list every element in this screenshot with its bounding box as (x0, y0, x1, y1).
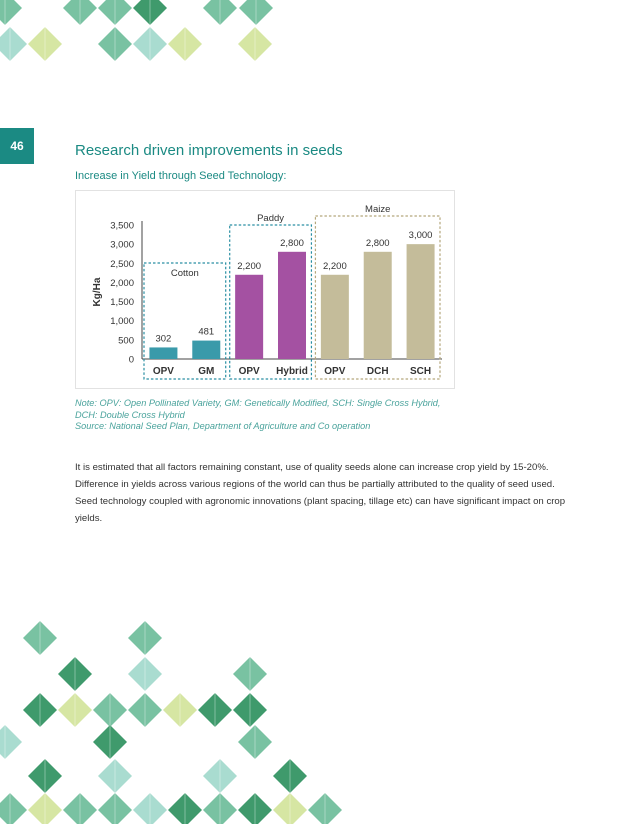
decorative-diamond (0, 725, 22, 759)
body-paragraph-1: It is estimated that all factors remaining constant, use of quality seeds alone can increase crop yield by 15-20%. (75, 462, 549, 473)
y-tick-label: 500 (118, 335, 134, 347)
group-box-cotton (144, 263, 226, 379)
y-tick-label: 2,000 (110, 277, 134, 289)
y-tick-label: 3,000 (110, 239, 134, 251)
y-tick-label: 1,000 (110, 316, 134, 328)
bar-maize-opv (321, 275, 349, 359)
bar-cotton-opv (149, 347, 177, 359)
bar-value-label: 2,800 (365, 237, 390, 249)
y-axis-label: Kg/Ha (92, 277, 103, 307)
decorative-diamond (0, 27, 27, 61)
category-label: OPV (238, 366, 260, 377)
y-tick-label: 3,500 (110, 220, 134, 232)
bar-value-label: 2,800 (280, 237, 304, 249)
page-number: 46 (0, 128, 34, 164)
group-label-maize: Maize (365, 204, 391, 215)
bar-maize-dch (364, 252, 392, 359)
bar-paddy-opv (235, 275, 263, 359)
y-tick-label: 0 (128, 354, 134, 366)
section-title: Research driven improvements in seeds (75, 142, 343, 159)
chart-note: Note: OPV: Open Pollinated Variety, GM: Genetically Modified, SCH: Single Cross Hybrid, DCH: Double Cross Hybrid (75, 398, 441, 420)
bar-cotton-gm (192, 341, 220, 359)
group-label-cotton: Cotton (170, 268, 199, 279)
category-label: DCH (366, 366, 389, 377)
bar-value-label: 2,200 (237, 260, 262, 272)
y-tick-label: 2,500 (110, 258, 134, 270)
group-label-paddy: Paddy (257, 213, 285, 224)
category-label: OPV (324, 366, 346, 377)
body-paragraph-3: Seed technology coupled with agronomic innovations (plant spacing, tillage etc) can have significant impact on crop yields. (75, 496, 566, 524)
decorative-diamond (0, 0, 22, 25)
y-tick-label: 1,500 (110, 297, 134, 309)
bar-value-label: 481 (198, 326, 215, 338)
category-label: Hybrid (276, 366, 308, 377)
bar-paddy-hybrid (278, 252, 306, 359)
category-label: GM (198, 366, 215, 377)
yield-bar-chart (76, 191, 454, 388)
decorative-diamond (0, 793, 27, 824)
bar-value-label: 3,000 (408, 230, 433, 242)
body-paragraph-2: Difference in yields across various regions of the world can thus be partially attributed to the quality of seed used. (75, 479, 555, 490)
bar-maize-sch (407, 244, 435, 359)
bar-value-label: 2,200 (322, 260, 347, 272)
chart-source: Source: National Seed Plan, Department of Agriculture and Co operation (75, 421, 371, 431)
category-label: SCH (410, 366, 432, 377)
bar-value-label: 302 (155, 333, 172, 345)
chart-container (75, 190, 455, 389)
category-label: OPV (152, 366, 174, 377)
body-text (75, 459, 590, 527)
chart-subtitle: Increase in Yield through Seed Technology: (75, 170, 287, 182)
